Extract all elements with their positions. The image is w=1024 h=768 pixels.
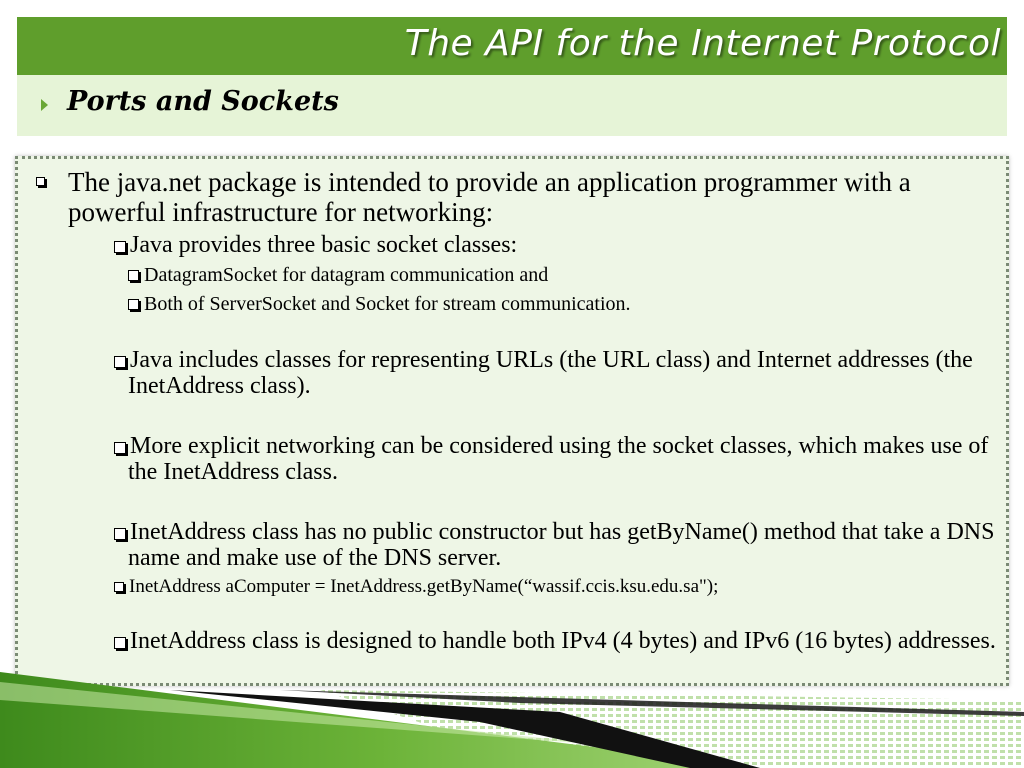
- checkbox-bullet-icon: [128, 270, 139, 281]
- bullet-level2-item: [114, 433, 1014, 485]
- checkbox-bullet-icon: [128, 299, 139, 310]
- bullet-level3-item: [114, 575, 994, 599]
- bullet-level2-item: [114, 347, 1014, 399]
- bullet-text: InetAddress class has no public constructor but has getByName() method that take a DNS name and make use of the DNS server.: [128, 519, 995, 571]
- checkbox-bullet-icon: [114, 442, 126, 454]
- subtitle-bar: [17, 75, 1007, 136]
- bullet-level1-item: [68, 167, 968, 227]
- checkbox-bullet-icon: [114, 582, 124, 592]
- title-bar: [17, 17, 1007, 75]
- bullet-level2-item: [114, 232, 1014, 258]
- checkbox-bullet-icon: [114, 241, 126, 253]
- bullet-text: Java includes classes for representing URLs (the URL class) and Internet addresses (the InetAddress class).: [128, 347, 973, 399]
- checkbox-bullet-icon: [114, 637, 126, 649]
- bullet-text: More explicit networking can be considered using the socket classes, which makes use of the InetAddress class.: [128, 433, 989, 485]
- bullet-level2-item: [114, 628, 1014, 654]
- checkbox-bullet-icon: [114, 528, 126, 540]
- checkbox-bullet-icon: [36, 177, 45, 186]
- slide-subtitle: Ports and Sockets: [67, 86, 339, 117]
- triangle-right-icon: [41, 99, 48, 111]
- bullet-text: InetAddress aComputer = InetAddress.getByName(“wassif.ccis.ksu.edu.sa");: [129, 576, 719, 597]
- bullet-text: Both of ServerSocket and Socket for stream communication.: [144, 293, 631, 315]
- bullet-text: DatagramSocket for datagram communication and: [144, 264, 549, 286]
- bullet-text: Java provides three basic socket classes:: [130, 232, 518, 258]
- checkbox-bullet-icon: [114, 356, 126, 368]
- slide-title: The API for the Internet Protocol: [404, 23, 1001, 64]
- bullet-text: InetAddress class is designed to handle both IPv4 (4 bytes) and IPv6 (16 bytes) addresses.: [130, 628, 996, 654]
- content-box: [15, 156, 1009, 686]
- bullet-text: The java.net package is intended to provide an application programmer with a powerful infrastructure for networking:: [68, 167, 911, 227]
- bullet-level2-item: [114, 519, 1014, 571]
- bullet-level3-item: [128, 292, 1008, 316]
- bullet-level3-item: [128, 263, 1008, 287]
